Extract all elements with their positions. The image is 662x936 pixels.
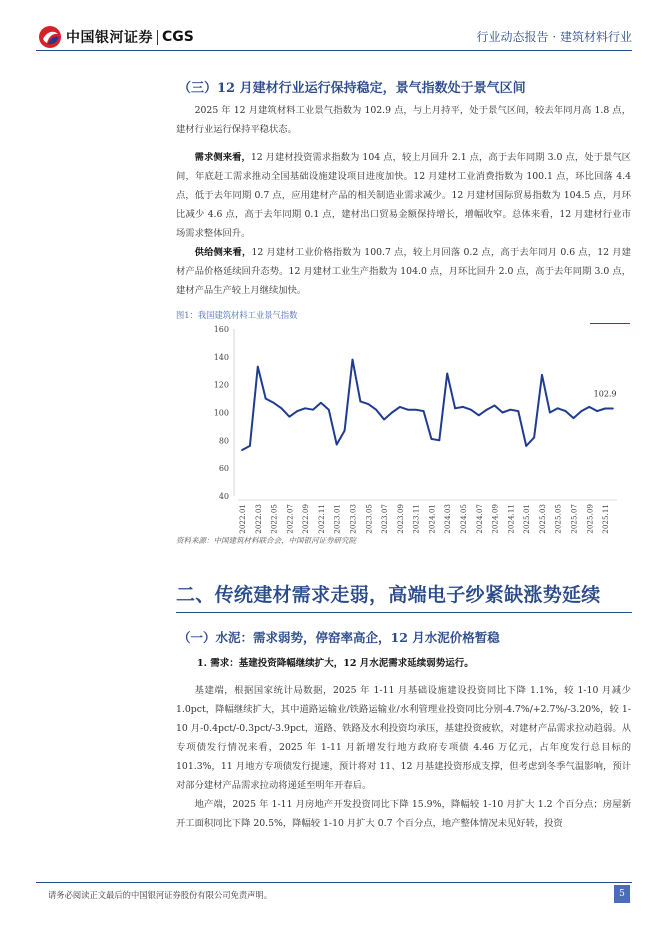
x-tick-label: 2023.03 (348, 504, 358, 534)
x-tick-label: 2022.07 (285, 504, 295, 534)
data-point (352, 359, 354, 361)
data-point (241, 449, 243, 451)
x-tick-label: 2025.05 (553, 504, 563, 534)
data-point (557, 408, 559, 410)
brand-name-en: CGS (162, 29, 194, 45)
data-point (604, 408, 606, 410)
paragraph-demand (176, 148, 631, 243)
data-point (525, 445, 527, 447)
data-point (407, 409, 409, 411)
y-tick-label: 60 (218, 464, 229, 474)
data-point (478, 414, 480, 416)
data-point (399, 406, 401, 408)
x-tick-label: 2022.01 (238, 504, 247, 534)
data-point (249, 445, 251, 447)
paragraph-index-summary: 2025 年 12 月建筑材料工业景气指数为 102.9 点，与上月持平，处于景气区间，较去年同月高 1.8 点，建材行业运行保持平稳状态。 (176, 105, 631, 135)
x-tick-label: 2024.01 (427, 504, 437, 534)
x-tick-label: 2025.07 (569, 504, 579, 534)
x-tick-label: 2024.11 (506, 504, 516, 534)
x-tick-label: 2023.07 (380, 504, 390, 534)
x-tick-label: 2025.01 (522, 504, 532, 534)
chapter-heading: 二、传统建材需求走弱，高端电子纱紧缺涨势延续 (176, 584, 601, 606)
x-tick-label: 2025.11 (601, 504, 611, 534)
data-point (470, 409, 472, 411)
chapter-divider (176, 612, 632, 613)
data-point (486, 409, 488, 411)
data-point (273, 402, 275, 404)
x-tick-label: 2024.03 (443, 504, 453, 534)
y-tick-label: 140 (213, 352, 229, 362)
data-point (446, 373, 448, 375)
y-tick-label: 100 (213, 408, 229, 418)
data-point (375, 409, 377, 411)
x-tick-label: 2023.09 (395, 504, 405, 534)
y-tick-label: 160 (213, 325, 229, 334)
data-point (510, 409, 512, 411)
data-point (549, 412, 551, 414)
data-point (589, 406, 591, 408)
data-point (596, 410, 598, 412)
page-header (0, 0, 662, 50)
supply-body: 12 月建材工业价格指数为 100.7 点，较上月回落 0.2 点，高于去年同月 0.6 点，12 月建材产品价格延续回升态势。12 月建材工业生产指数为 104.0 点，月环比回升 2.0 点，高于去年同期 3.0 点，建材产品生产较上月继续加快。 (176, 247, 631, 296)
data-point (289, 416, 291, 418)
x-tick-label: 2025.09 (585, 504, 595, 534)
x-tick-label: 2023.11 (411, 504, 421, 534)
x-tick-label: 2022.11 (316, 504, 326, 534)
data-point (257, 366, 259, 368)
data-point (391, 412, 393, 414)
data-point (360, 401, 362, 403)
data-point (573, 417, 575, 419)
data-point (328, 409, 330, 411)
demand-lead: 需求侧来看， (194, 152, 251, 163)
last-value-label: 102.9 (593, 389, 617, 399)
data-point (533, 437, 535, 439)
x-tick-label: 2024.09 (490, 504, 500, 534)
paragraph-supply (176, 243, 631, 300)
cgs-logo-icon (38, 25, 62, 49)
section-heading-3: （三）12 月建材行业运行保持稳定，景气指数处于景气区间 (178, 81, 526, 96)
data-point (431, 438, 433, 440)
y-tick-label: 120 (213, 380, 229, 390)
y-tick-label: 80 (218, 436, 229, 446)
data-point (296, 410, 298, 412)
x-tick-label: 2022.09 (301, 504, 311, 534)
figure-source: 资料来源：中国建筑材料联合会，中国银河证券研究院 (176, 536, 356, 545)
data-point (541, 374, 543, 376)
footer-disclaimer: 请务必阅读正文最后的中国银河证券股份有限公司免责声明。 (48, 890, 273, 900)
demand-body: 12 月建材投资需求指数为 104 点，较上月回升 2.1 点，高于去年同期 3.0 点，处于景气区间，年底赶工需求推动全国基础设施建设项目进度加快。12 月建材工业消费指数为 100.1 点，环比回落 4.4 点，低于去年同期 0.7 点，应用建材产品的相关制造业需求减少。12 月建材国际贸易指数为 104.5 点，月环比减少 4.6 点，高于去年同期 0.1 点，建材出口贸易金额保持增长，增幅收窄。总体来看，12 月建材行业市场需求整体回升。 (176, 152, 631, 239)
data-point (320, 402, 322, 404)
footer-divider (36, 882, 632, 883)
paragraph-real-estate: 地产端，2025 年 1-11 月房地产开发投资同比下降 15.9%，降幅较 1-10 月扩大 1.2 个百分点；房屋新开工面积同比下降 20.5%，降幅较 1-10 月扩大 0.7 个百分点，地产整体情况未见好转，投资 (176, 799, 631, 829)
paragraph-infrastructure: 基建端，根据国家统计局数据，2025 年 1-11 月基础设施建设投资同比下降 1.1%，较 1-10 月减少 1.0pct，降幅继续扩大，其中道路运输业/铁路运输业/水利管理业投资同比分别-4.7%/+2.7%/-3.20%，较 1-10 月-0.4pct/-0.3pct/-3.9pct，道路、铁路及水利投资均承压，基建投资疲软，对建材产品需求拉动趋弱。从专项债发行情况来看，2025 年 1-11 月新增发行地方政府专项债 4.46 万亿元，占年度发行总目标的 101.3%，11 月地方专项债发行提速，预计将对 11、12 月基建投资形成支撑，但考虑到冬季气温影响，预计对部分建材产品需求拉动将递延至明年开春后。 (176, 685, 631, 791)
figure-title: 图1：我国建筑材料工业景气指数 (176, 310, 298, 320)
data-point (344, 430, 346, 432)
x-tick-label: 2024.07 (474, 504, 484, 534)
data-point (439, 440, 441, 442)
data-point (265, 398, 267, 400)
data-point (281, 408, 283, 410)
data-point (612, 408, 614, 410)
prosperity-index-chart (176, 320, 632, 540)
report-type: 行业动态报告 · 建筑材料行业 (476, 30, 632, 44)
brand-logo (38, 24, 194, 50)
brand-divider (157, 30, 158, 45)
header-divider (36, 50, 632, 51)
supply-lead: 供给侧来看， (194, 247, 252, 258)
x-tick-label: 2025.03 (537, 504, 547, 534)
data-point (517, 410, 519, 412)
data-point (367, 403, 369, 405)
data-point (423, 410, 425, 412)
data-point (581, 410, 583, 412)
brand-name-cn: 中国银河证券 (66, 30, 153, 46)
data-point (304, 408, 306, 410)
data-point (312, 409, 314, 411)
x-tick-label: 2024.05 (459, 504, 469, 534)
data-point (462, 406, 464, 408)
data-point (336, 444, 338, 446)
subsubsection-heading-demand: 1. 需求：基建投资降幅继续扩大，12 月水泥需求延续弱势运行。 (197, 658, 474, 669)
page-number: 5 (614, 885, 630, 903)
data-point (454, 408, 456, 410)
data-point (502, 412, 504, 414)
x-tick-label: 2023.01 (332, 504, 342, 534)
y-tick-label: 40 (218, 492, 229, 501)
data-point (383, 419, 385, 421)
subsection-heading-cement: （一）水泥：需求弱势，停窑率高企，12 月水泥价格暂稳 (178, 630, 500, 645)
data-point (494, 405, 496, 407)
x-tick-label: 2023.05 (364, 504, 374, 534)
x-tick-label: 2022.05 (269, 504, 279, 534)
data-point (415, 409, 417, 411)
x-tick-label: 2022.03 (253, 504, 263, 534)
data-point (565, 410, 567, 412)
series-line (242, 360, 613, 451)
